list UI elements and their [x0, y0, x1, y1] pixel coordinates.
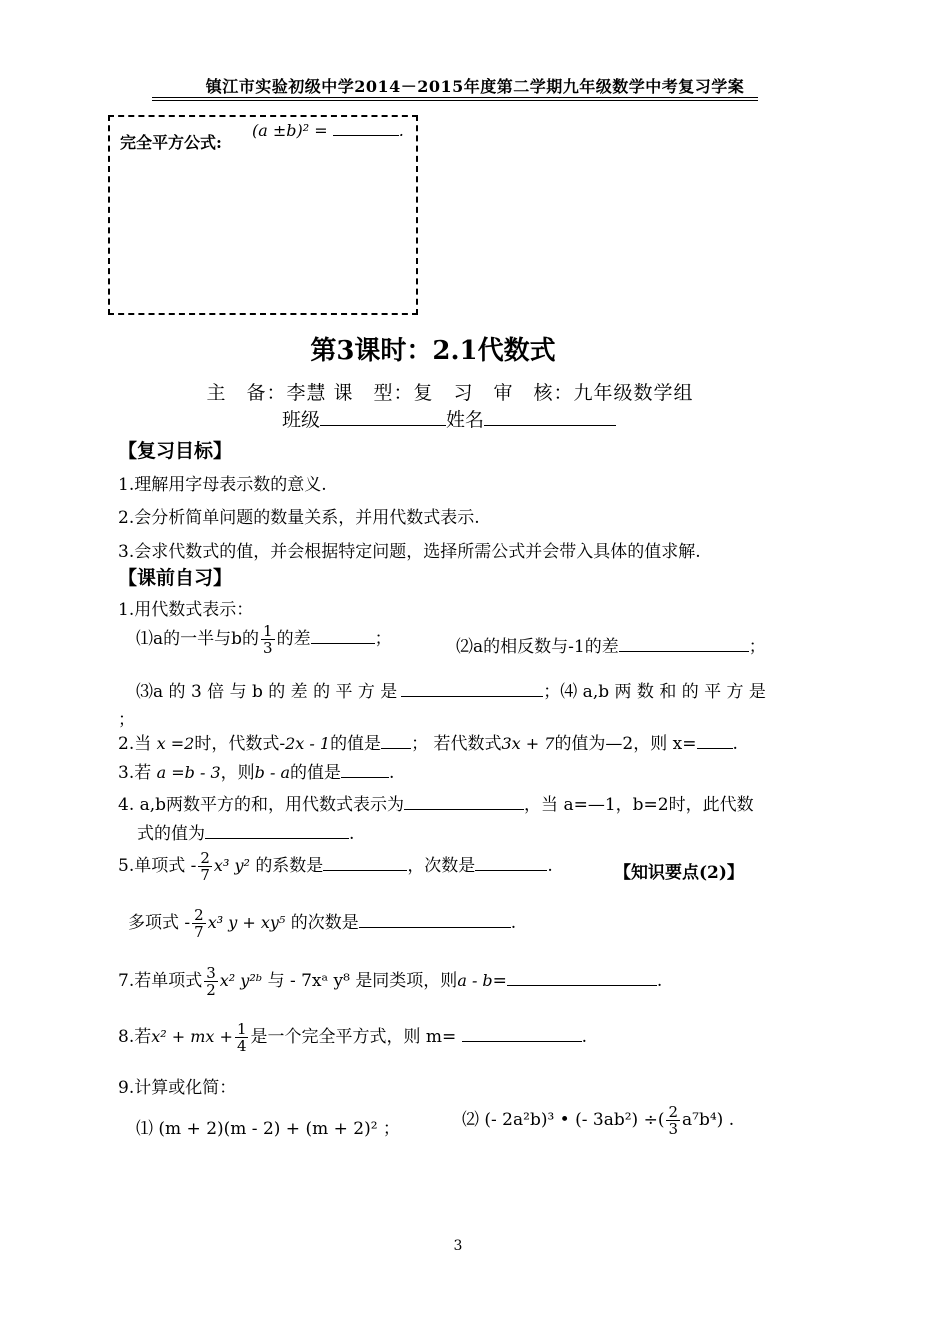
q8-text-a: 8.若	[118, 1027, 152, 1047]
lesson-meta: 主 备：李慧 课 型：复 习 审 核：九年级数学组	[206, 382, 694, 404]
q6-text-a: 多项式 -	[128, 913, 191, 933]
q1-p3-blank[interactable]	[401, 695, 543, 697]
q3-end: .	[389, 763, 395, 783]
page-number: 3	[453, 1238, 463, 1254]
q1-p4-text: ；⑷ a,b 两 数 和 的 平 方 是	[543, 682, 766, 702]
q3-text-e: 的值是	[290, 763, 342, 783]
fraction-one-quarter	[235, 1021, 249, 1054]
header-rule-thin	[152, 100, 758, 101]
q5-blank-1[interactable]	[323, 869, 407, 871]
q6-polynomial: x³ y + xy⁵	[207, 913, 286, 932]
fraction-denominator: 7	[194, 923, 204, 941]
q2-expr-x: x =2	[156, 734, 195, 753]
fraction-denominator: 3	[263, 639, 273, 657]
q2-expr-linear: 3x + 7	[501, 734, 555, 753]
question-9-stem: 9.计算或化简：	[118, 1078, 237, 1098]
fraction-two-thirds	[666, 1104, 680, 1137]
fraction-denominator: 7	[200, 866, 210, 884]
q7-text-d: 是同类项，则	[355, 971, 458, 991]
q8-blank[interactable]	[462, 1040, 582, 1042]
q7-monomial-2: 与 - 7xᵃ y⁸	[267, 971, 350, 991]
question-1-part-3	[136, 677, 766, 702]
q2-blank-2[interactable]	[697, 747, 733, 749]
fraction-one-third	[261, 623, 275, 656]
question-1-stem: 1.用代数式表示：	[118, 600, 254, 620]
question-9-part-2	[462, 1104, 734, 1137]
q8-end: .	[581, 1027, 588, 1047]
q1-p2-text: ⑵a的相反数与-1的差	[456, 637, 619, 657]
formula-blank[interactable]	[333, 134, 399, 136]
q3-blank[interactable]	[341, 776, 389, 778]
q3-text-a: 3.若	[118, 763, 152, 783]
knowledge-point-tag: 【知识要点(2)】	[614, 863, 744, 883]
goal-item-1: 1.理解用字母表示数的意义.	[118, 475, 327, 495]
q5-blank-2[interactable]	[475, 869, 547, 871]
fraction-numerator: 2	[668, 1103, 679, 1121]
section-review-goals: 【复习目标】	[118, 440, 233, 462]
q7-expr: a - b	[457, 971, 493, 990]
q2-text-h: 的值为—2，则 x=	[554, 734, 697, 754]
question-1-part-2	[456, 632, 766, 657]
q4-blank-1[interactable]	[404, 808, 524, 810]
fraction-numerator: 2	[194, 906, 204, 924]
name-label: 姓名	[446, 409, 485, 431]
question-2	[118, 729, 738, 754]
section-preclass-study: 【课前自习】	[118, 567, 233, 589]
question-7	[118, 965, 662, 998]
q5-text-a: 5.单项式 -	[118, 856, 197, 876]
formula-box-formula	[252, 121, 404, 140]
q4-end: .	[349, 824, 355, 844]
question-5	[118, 850, 553, 883]
q2-expr-poly: 2x - 1	[285, 734, 331, 753]
q6-text-c: 的次数是	[290, 913, 359, 933]
formula-end: .	[398, 121, 404, 140]
q3-expr-target: b - a	[254, 763, 291, 782]
q2-text-e: 的值是	[330, 734, 382, 754]
q1-p2-blank[interactable]	[619, 650, 749, 652]
fraction-numerator: 1	[263, 622, 273, 640]
name-field[interactable]	[484, 424, 616, 426]
q2-text-f: ； 若代数式	[411, 734, 502, 754]
q1-p1-end: ；	[374, 629, 392, 649]
q7-text-a: 7.若单项式	[118, 971, 203, 991]
question-9-part-1: ⑴ (m + 2)(m - 2) + (m + 2)² ；	[136, 1119, 400, 1139]
fraction-two-sevenths	[198, 850, 212, 883]
q4-text-b: ，当 a=—1，b=2时，此代数	[524, 795, 754, 815]
q4-blank-2[interactable]	[205, 837, 349, 839]
fraction-numerator: 2	[200, 849, 210, 867]
q1-p1-text2: 的差	[276, 629, 311, 649]
q8-expr: x² + mx +	[151, 1027, 233, 1046]
q3-text-c: ，则	[220, 763, 255, 783]
fraction-numerator: 3	[206, 964, 216, 982]
fraction-denominator: 3	[668, 1120, 679, 1138]
q6-end: .	[510, 913, 517, 933]
q7-blank[interactable]	[507, 984, 657, 986]
q3-expr-condition: a =b - 3	[156, 763, 221, 782]
q7-end: .	[656, 971, 663, 991]
fraction-denominator: 2	[206, 981, 216, 999]
fraction-numerator: 1	[236, 1020, 247, 1038]
q5-end: .	[547, 856, 553, 876]
page-title: 第3课时：2.1代数式	[310, 336, 556, 366]
q1-p2-end: ；	[748, 637, 766, 657]
fraction-two-sevenths-2	[192, 907, 206, 940]
formula-box-label: 完全平方公式:	[120, 133, 222, 152]
q1-p1-blank[interactable]	[311, 642, 375, 644]
q2-blank-1[interactable]	[381, 747, 411, 749]
goal-item-2: 2.会分析简单问题的数量关系，并用代数式表示.	[118, 508, 480, 528]
q4-text-a: 4. a,b两数平方的和，用代数式表示为	[118, 795, 405, 815]
question-4-line-1	[118, 790, 754, 815]
document-header: 镇江市实验初级中学2014－2015年度第二学期九年级数学中考复习学案	[205, 77, 745, 96]
question-3	[118, 758, 394, 783]
class-field[interactable]	[320, 424, 446, 426]
q2-text-a: 2.当	[118, 734, 152, 754]
class-label: 班级	[282, 409, 321, 431]
goal-item-3: 3.会求代数式的值，并会根据特定问题，选择所需公式并会带入具体的值求解.	[118, 542, 701, 562]
perfect-square-formula: (a ±b)² =	[252, 121, 328, 140]
q2-text-c: 时，代数式-	[194, 734, 286, 754]
q1-p3-text: ⑶a 的 3 倍 与 b 的 差 的 平 方 是	[136, 682, 398, 702]
fraction-denominator: 4	[236, 1037, 247, 1055]
question-1-part-1	[136, 623, 392, 656]
q9-p2-expr-a: ⑵ (- 2a²b)³ • (- 3ab²) ÷(	[462, 1110, 665, 1130]
question-6	[128, 907, 516, 940]
question-1-part-4-end: ；	[118, 710, 135, 730]
fraction-three-halves	[204, 965, 218, 998]
q5-text-d: ，次数是	[407, 856, 476, 876]
q5-monomial: x³ y²	[213, 856, 250, 875]
q8-text-c: 是一个完全平方式，则 m=	[250, 1027, 457, 1047]
question-8	[118, 1021, 587, 1054]
q5-text-c: 的系数是	[255, 856, 324, 876]
q2-end: .	[732, 734, 738, 754]
q7-monomial-1: x² y²ᵇ	[219, 971, 263, 990]
class-name-line	[282, 405, 616, 432]
header-rule	[152, 97, 758, 98]
q9-p2-expr-b: a⁷b⁴) .	[682, 1110, 735, 1130]
question-4-line-2	[137, 819, 354, 844]
q1-p1-text: ⑴a的一半与b的	[136, 629, 260, 649]
q4-text-c: 式的值为	[137, 824, 205, 844]
q7-eq: =	[492, 971, 507, 991]
q6-blank[interactable]	[359, 926, 511, 928]
